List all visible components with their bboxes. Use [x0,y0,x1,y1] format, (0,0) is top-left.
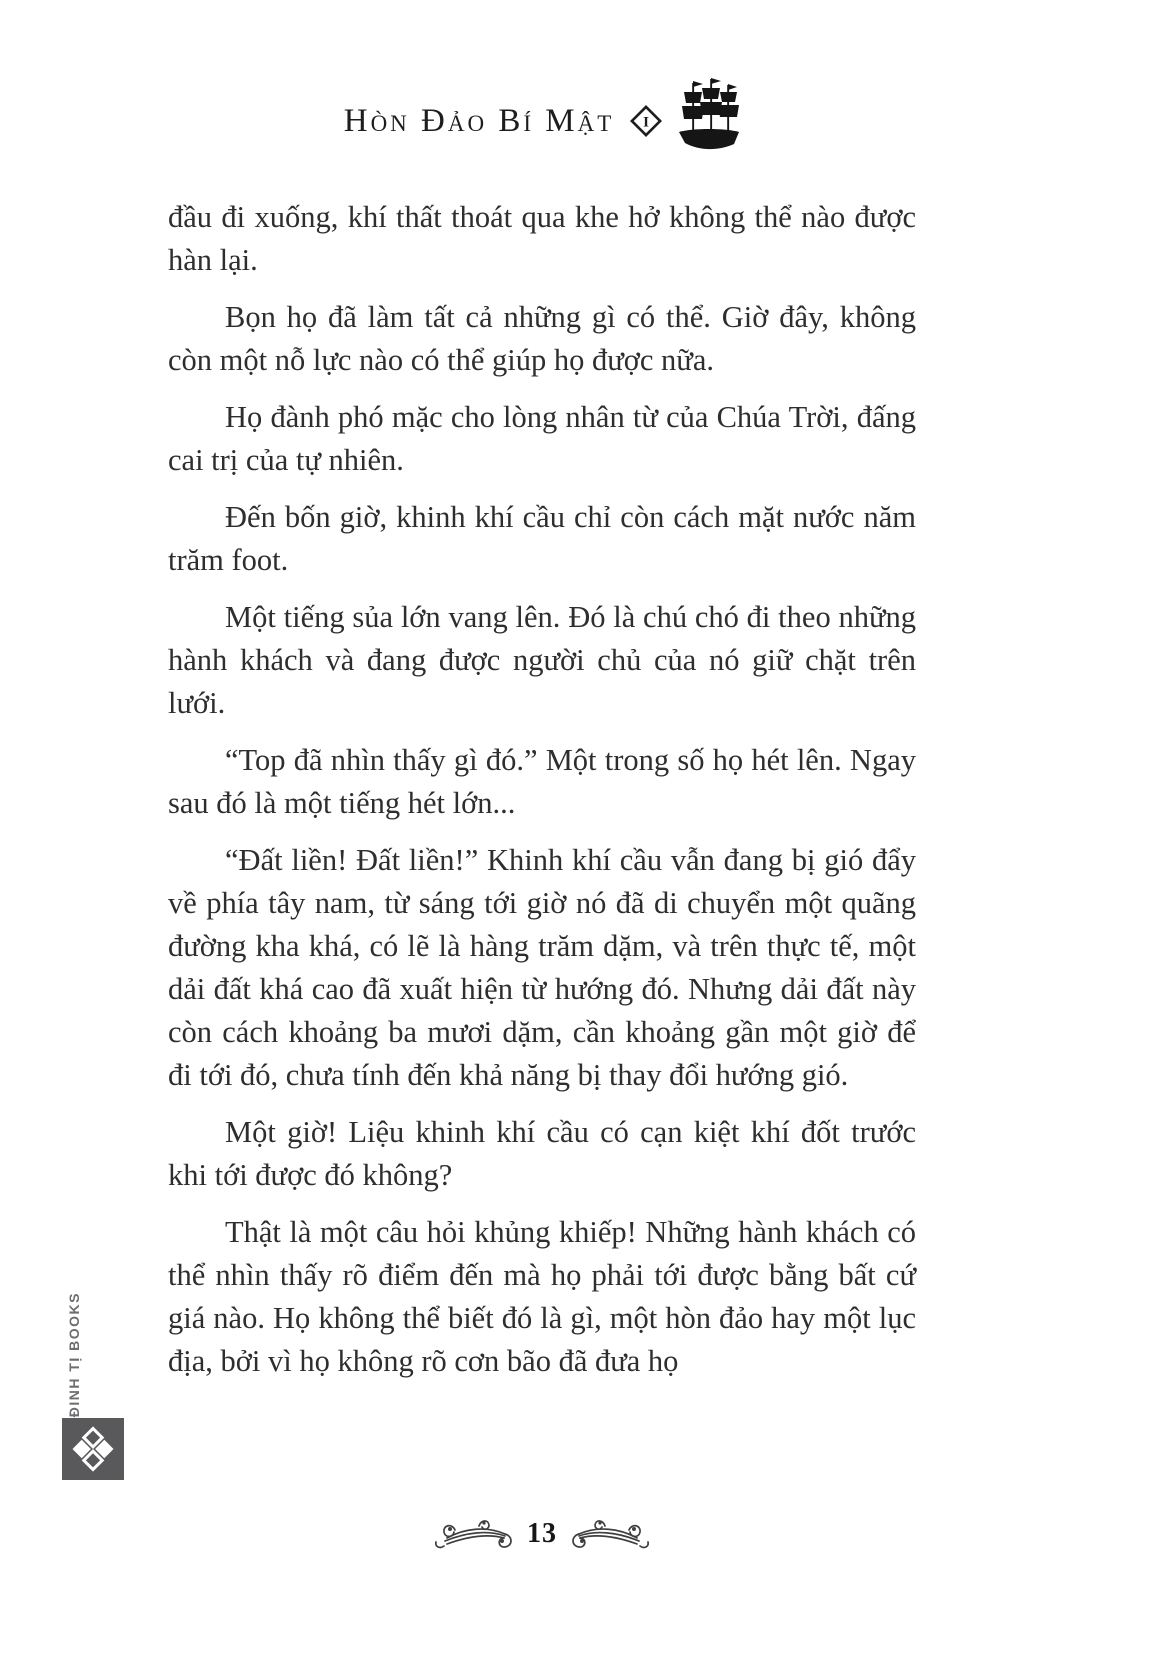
publisher-name-vertical: ĐINH TỊ BOOKS [66,1292,82,1418]
sailing-ship-icon [678,78,740,156]
paragraph: Một tiếng sủa lớn vang lên. Đó là chú chó đi theo những hành khách và đang được người chủ của nó giữ chặt trên lưới. [168,600,916,720]
paragraph: “Top đã nhìn thấy gì đó.” Một trong số họ hét lên. Ngay sau đó là một tiếng hét lớn... [168,743,916,820]
page-body [168,196,916,1397]
paragraph: Đến bốn giờ, khinh khí cầu chỉ còn cách mặt nước năm trăm foot. [168,500,916,577]
paragraph: Một giờ! Liệu khinh khí cầu có cạn kiệt khí đốt trước khi tới được đó không? [168,1115,916,1192]
diamond-badge-icon [626,101,666,141]
flourish-right-icon [571,1514,649,1554]
four-diamonds-icon [62,1418,124,1480]
page-number: 13 [527,1518,557,1549]
flourish-left-icon [435,1514,513,1554]
paragraph: “Đất liền! Đất liền!” Khinh khí cầu vẫn đang bị gió đẩy về phía tây nam, từ sáng tới giờ nó đã di chuyển một quãng đường kha khá, có lẽ là hàng trăm dặm, và trên thực tế, một dải đất khá cao đã xuất hiện từ hướng đó. Nhưng dải đất này còn cách khoảng ba mươi dặm, cần khoảng gần một giờ để đi tới đó, chưa tính đến khả năng bị thay đổi hướng gió. [168,843,916,1092]
paragraph: Bọn họ đã làm tất cả những gì có thể. Giờ đây, không còn một nỗ lực nào có thể giúp họ được nữa. [168,300,916,377]
volume-numeral: I [643,114,650,131]
book-title: Hòn Đảo Bí Mật [343,102,615,139]
paragraph: đầu đi xuống, khí thất thoát qua khe hở không thể nào được hàn lại. [168,200,916,277]
running-header [168,86,916,156]
paragraph: Họ đành phó mặc cho lòng nhân từ của Chúa Trời, đấng cai trị của tự nhiên. [168,400,916,477]
paragraph: Thật là một câu hỏi khủng khiếp! Những hành khách có thể nhìn thấy rõ điểm đến mà họ phải tới được bằng bất cứ giá nào. Họ không thể biết đó là gì, một hòn đảo hay một lục địa, bởi vì họ không rõ cơn bão đã đưa họ [168,1215,916,1378]
page-footer [168,1514,916,1554]
